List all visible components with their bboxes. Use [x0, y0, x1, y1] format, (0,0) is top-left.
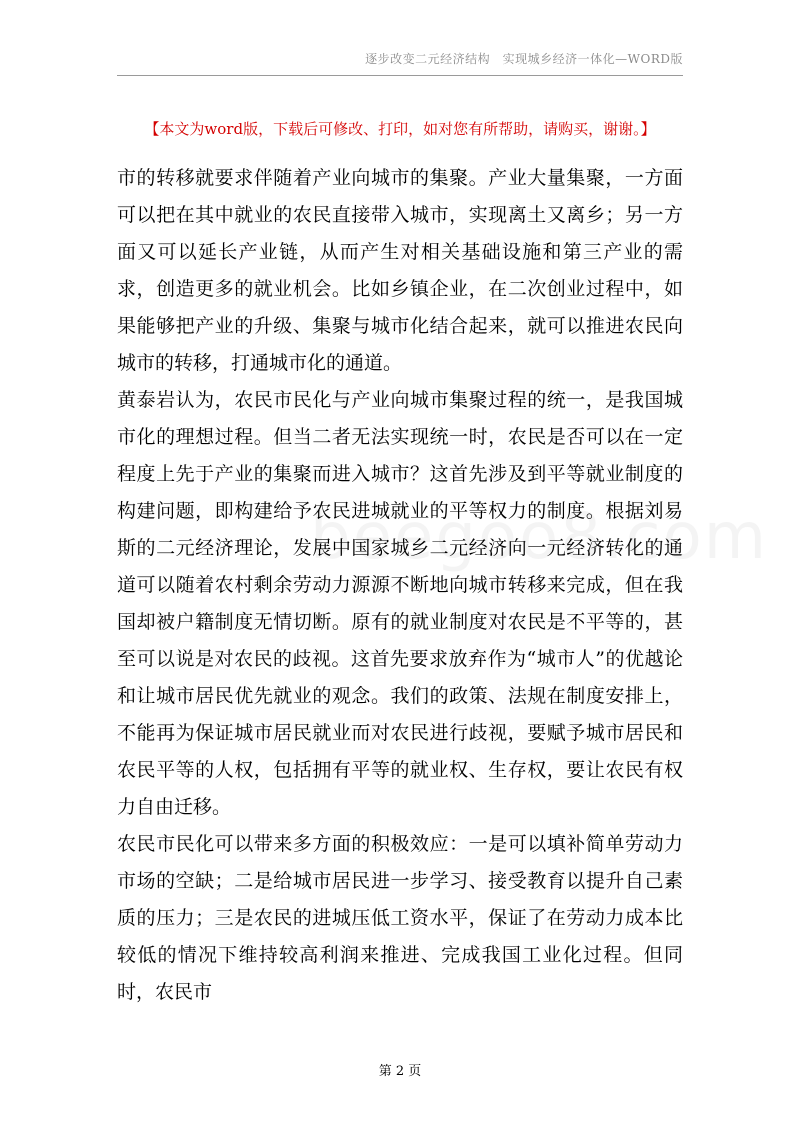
paragraph-2: 黄泰岩认为，农民市民化与产业向城市集聚过程的统一，是我国城市化的理想过程。但当二者无法实现统一时，农民是否可以在一定程度上先于产业的集聚而进入城市？这首先涉及到平等就业制度的构建问题，即构建给予农民进城就业的平等权力的制度。根据刘易斯的二元经济理论，发展中国家城乡二元经济向一元经济转化的通道可以随着农村剩余劳动力源源不断地向城市转移来完成，但在我国却被户籍制度无情切断。原有的就业制度对农民是不平等的，甚至可以说是对农民的歧视。这首先要求放弃作为“城市人”的优越论和让城市居民优先就业的观念。我们的政策、法规在制度安排上，不能再为保证城市居民就业而对农民进行歧视，要赋予城市居民和农民平等的人权，包括拥有平等的就业权、生存权，要让农民有权力自由迁移。: [117, 389, 683, 818]
document-body: [117, 160, 683, 1011]
running-header: 逐步改变二元经济结构 实现城乡经济一体化—WORD版: [365, 52, 683, 66]
download-notice: 【本文为word版，下载后可修改、打印，如对您有所帮助，请购买，谢谢。】: [144, 120, 656, 138]
header-divider: [117, 75, 683, 76]
page-number: 第 2 页: [378, 1064, 422, 1079]
paragraph-3: 农民市民化可以带来多方面的积极效应：一是可以填补简单劳动力市场的空缺；二是给城市居民进一步学习、接受教育以提升自己素质的压力；三是农民的进城压低工资水平，保证了在劳动力成本比较低的情况下维持较高利润来推进、完成我国工业化过程。但同时，农民市: [117, 833, 683, 1003]
paragraph-1: 市的转移就要求伴随着产业向城市的集聚。产业大量集聚，一方面可以把在其中就业的农民直接带入城市，实现离土又离乡；另一方面又可以延长产业链，从而产生对相关基础设施和第三产业的需求，创造更多的就业机会。比如乡镇企业，在二次创业过程中，如果能够把产业的升级、集聚与城市化结合起来，就可以推进农民向城市的转移，打通城市化的通道。: [117, 167, 683, 374]
